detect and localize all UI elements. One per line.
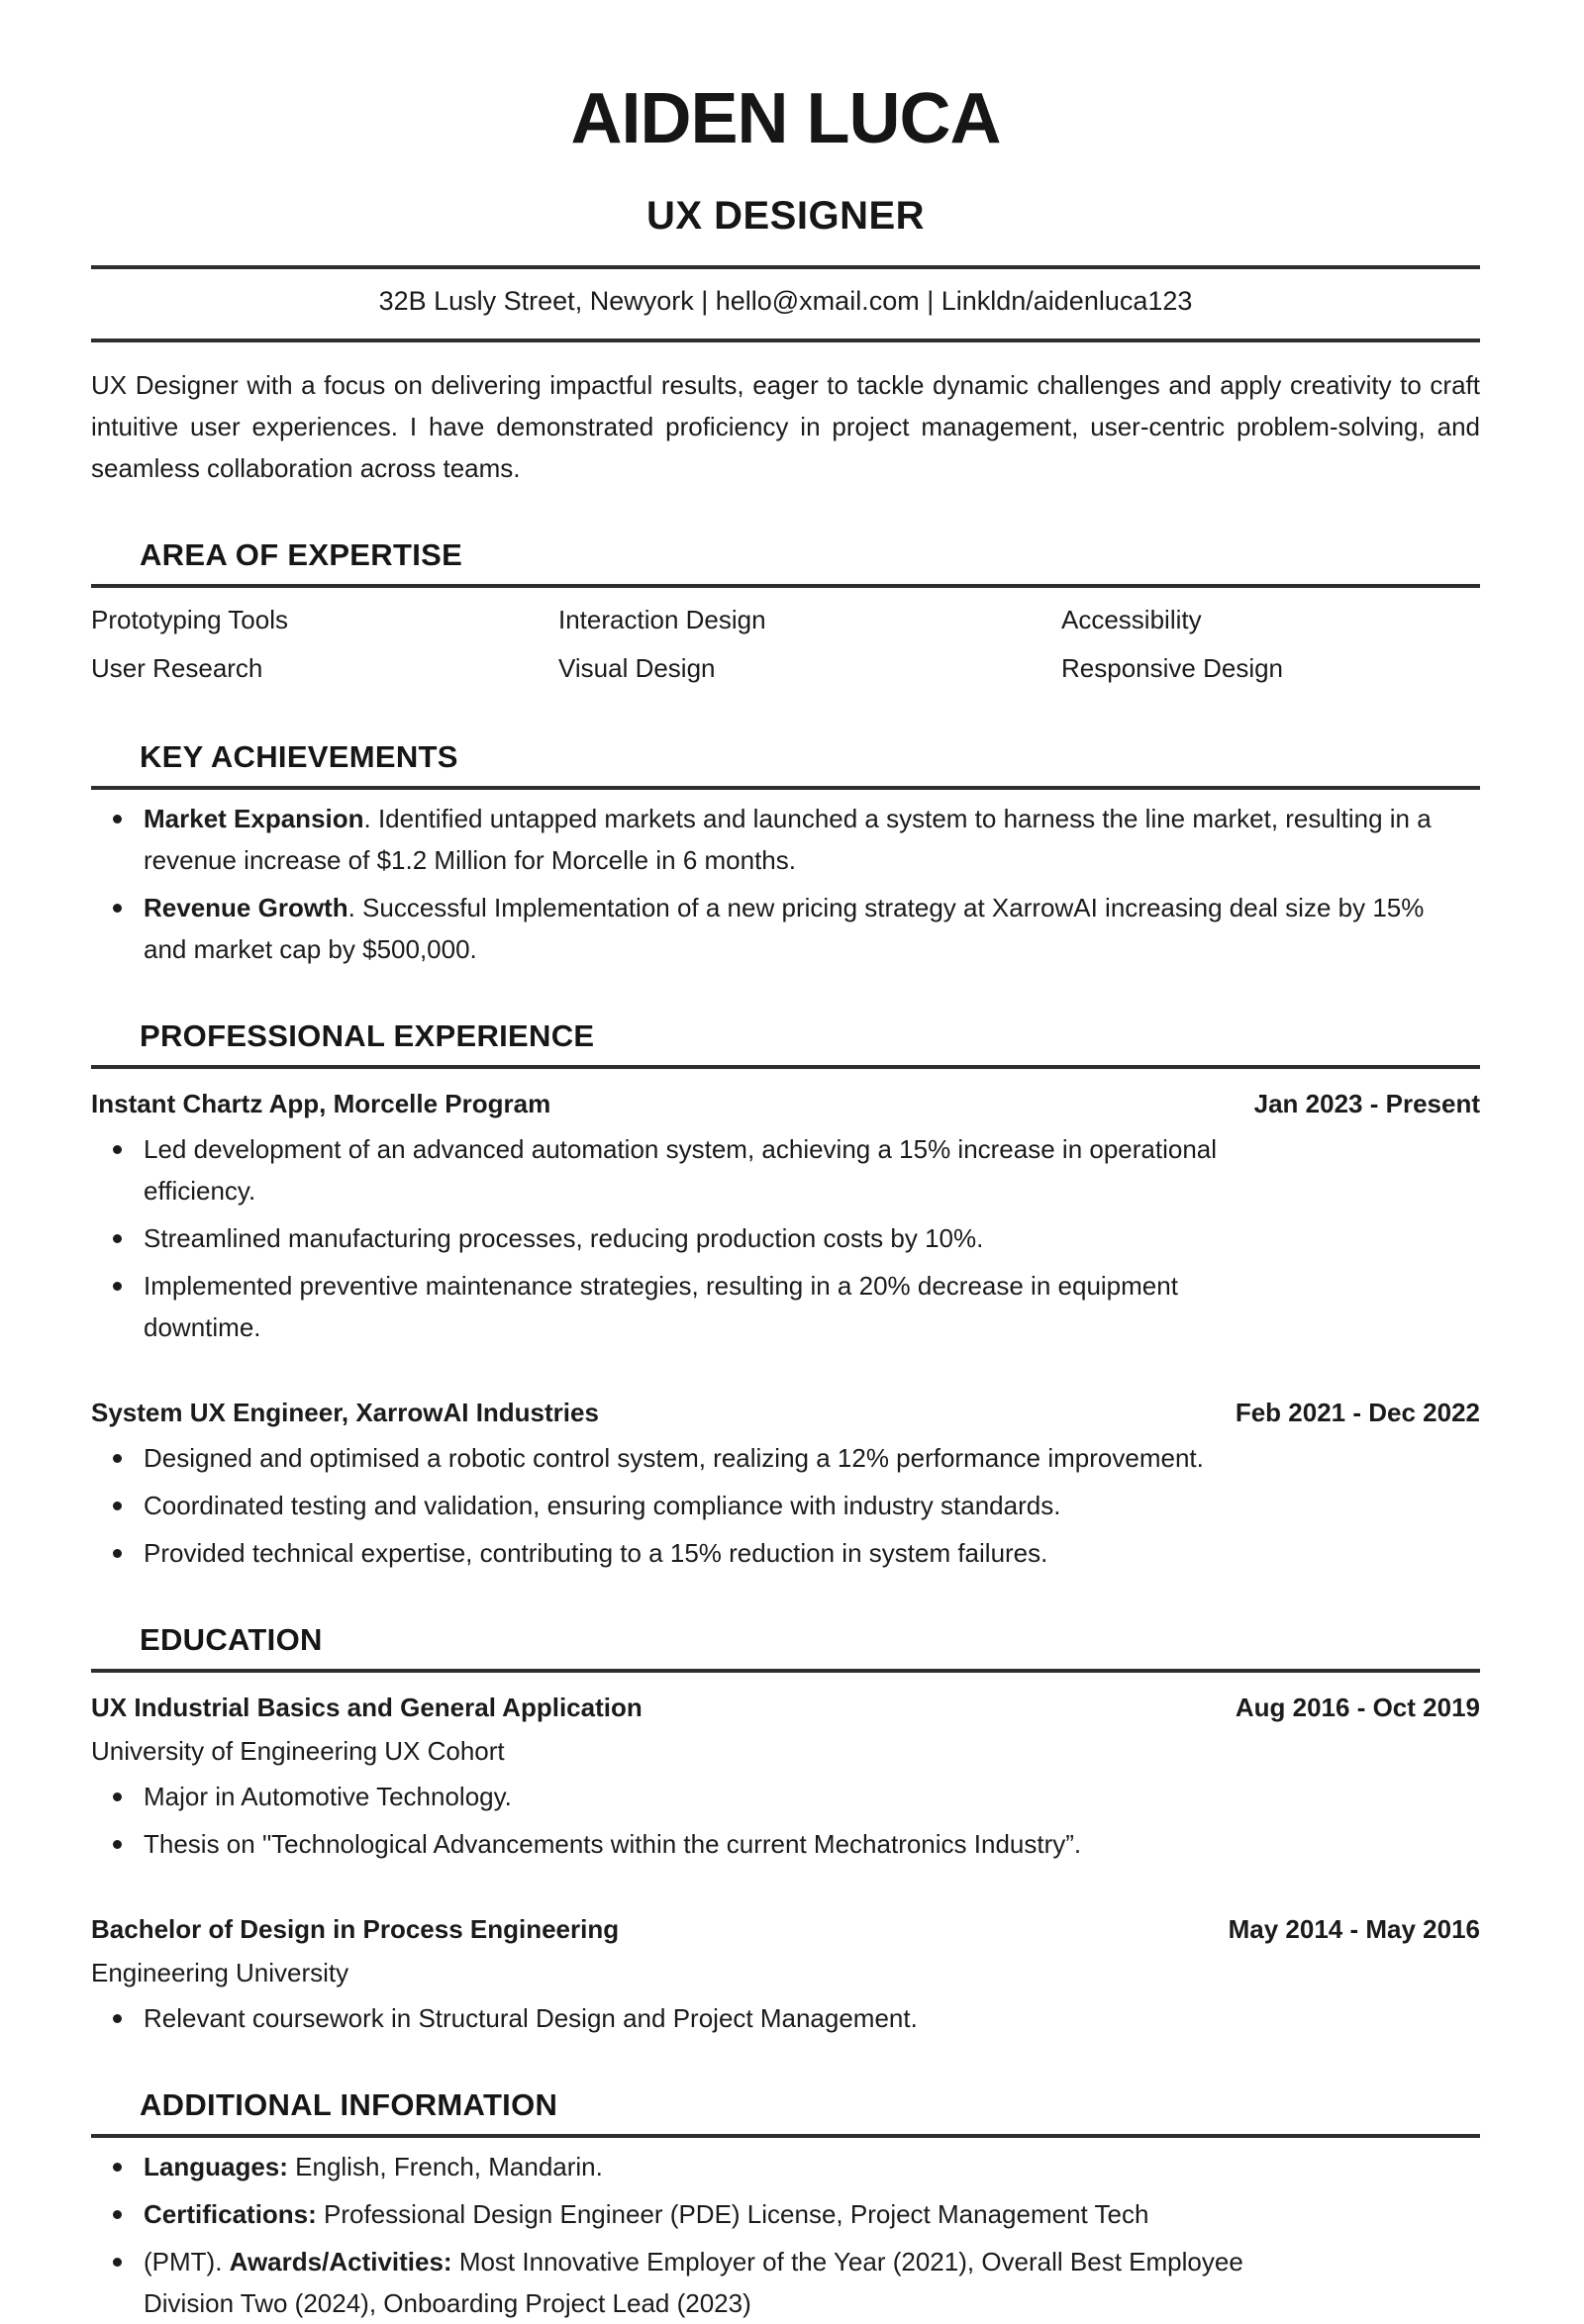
bullet-item	[91, 1997, 1480, 2039]
section-education	[91, 1623, 1480, 2039]
entry-dates: May 2014 - May 2016	[1228, 1914, 1480, 1944]
expertise-item: User Research	[91, 653, 263, 683]
entry-school: University of Engineering UX Cohort	[91, 1736, 505, 1766]
entry	[91, 1687, 1480, 1865]
section-heading-additional: ADDITIONAL INFORMATION	[140, 2087, 558, 2122]
entry-bullet-list	[91, 1997, 1480, 2039]
entry-header	[91, 1392, 1480, 1433]
bullet-text: Coordinated testing and validation, ensuring compliance with industry standards.	[144, 1491, 1061, 1520]
bullet-dot-icon	[113, 1549, 122, 1558]
bullet-text: Provided technical expertise, contributing to a 15% reduction in system failures.	[144, 1538, 1048, 1568]
bullet-dot-icon	[113, 904, 122, 913]
bullet-text: Languages: English, French, Mandarin.	[144, 2152, 603, 2181]
bullet-text: Designed and optimised a robotic control system, realizing a 12% performance improvement.	[144, 1443, 1204, 1473]
bullet-text: Market Expansion. Identified untapped markets and launched a system to harness the line market, resulting in a revenue increase of $1.2 Million for Morcelle in 6 months.	[144, 804, 1432, 875]
section-heading-education: EDUCATION	[140, 1622, 323, 1657]
bullet-item	[91, 2241, 1480, 2324]
bullet-text: (PMT). Awards/Activities: Most Innovative Employer of the Year (2021), Overall Best Employee Division Two (2024), Onboarding Project Lead (2023)	[144, 2247, 1243, 2318]
section-heading-achievements: KEY ACHIEVEMENTS	[140, 739, 458, 774]
section-experience	[91, 1019, 1480, 1574]
bullet-text: Implemented preventive maintenance strategies, resulting in a 20% decrease in equipment downtime.	[144, 1271, 1178, 1342]
bullet-dot-icon	[113, 1145, 122, 1154]
section-heading-experience: PROFESSIONAL EXPERIENCE	[140, 1018, 595, 1053]
divider	[91, 339, 1480, 342]
bullet-dot-icon	[113, 1282, 122, 1291]
expertise-item: Accessibility	[1061, 605, 1202, 634]
entry	[91, 1392, 1480, 1574]
expertise-item: Responsive Design	[1061, 653, 1284, 683]
entry-title: UX Industrial Basics and General Application	[91, 1693, 643, 1722]
expertise-item: Prototyping Tools	[91, 605, 288, 634]
entry-dates: Jan 2023 - Present	[1253, 1089, 1480, 1118]
bullet-item	[91, 2146, 1480, 2187]
entry-school: Engineering University	[91, 1958, 349, 1987]
bullet-text: Relevant coursework in Structural Design and Project Management.	[144, 2003, 918, 2033]
bullet-text: Certifications: Professional Design Engineer (PDE) License, Project Management Tech	[144, 2199, 1149, 2229]
bullet-item	[91, 1485, 1480, 1526]
bullet-text: Thesis on "Technological Advancements within the current Mechatronics Industry”.	[144, 1829, 1082, 1859]
section-achievements	[91, 740, 1480, 970]
additional-list	[91, 2138, 1480, 2324]
entry-dates: Feb 2021 - Dec 2022	[1235, 1398, 1480, 1427]
bullet-text: Led development of an advanced automation system, achieving a 15% increase in operational efficiency.	[144, 1134, 1218, 1206]
section-additional	[91, 2088, 1480, 2324]
bullet-item	[91, 1776, 1480, 1817]
bullet-item	[91, 2193, 1480, 2235]
section-expertise	[91, 538, 1480, 691]
entry-title: Instant Chartz App, Morcelle Program	[91, 1089, 551, 1118]
candidate-name: AIDEN LUCA	[570, 79, 1001, 158]
experience-entries	[91, 1083, 1480, 1574]
bullet-dot-icon	[113, 2163, 122, 2172]
entry-bullet-list	[91, 1128, 1480, 1348]
bullet-item	[91, 887, 1480, 970]
divider	[91, 1669, 1480, 1673]
bullet-item	[91, 1532, 1480, 1574]
bullet-text: Revenue Growth. Successful Implementation of a new pricing strategy at XarrowAI increasing deal size by 15% and market cap by $500,000.	[144, 893, 1425, 964]
expertise-item: Visual Design	[558, 653, 716, 683]
bullet-dot-icon	[113, 1454, 122, 1463]
contact-line: 32B Lusly Street, Newyork | hello@xmail.com | Linkldn/aidenluca123	[378, 286, 1193, 316]
entry-bullet-list	[91, 1776, 1480, 1865]
bullet-dot-icon	[113, 1792, 122, 1801]
bullet-dot-icon	[113, 2014, 122, 2023]
bullet-text: Major in Automotive Technology.	[144, 1782, 512, 1811]
bullet-item	[91, 1437, 1480, 1479]
entry-header	[91, 1687, 1480, 1728]
candidate-job-title: UX DESIGNER	[645, 194, 926, 238]
expertise-item: Interaction Design	[558, 605, 766, 634]
section-heading-expertise: AREA OF EXPERTISE	[140, 537, 463, 572]
entry-header	[91, 1908, 1480, 1950]
bullet-dot-icon	[113, 1840, 122, 1849]
bullet-text: Streamlined manufacturing processes, reducing production costs by 10%.	[144, 1223, 984, 1253]
entry-dates: Aug 2016 - Oct 2019	[1235, 1693, 1480, 1722]
bullet-dot-icon	[113, 2210, 122, 2219]
achievements-list	[91, 790, 1480, 970]
bullet-dot-icon	[113, 815, 122, 823]
bullet-dot-icon	[113, 2258, 122, 2267]
entry-title: System UX Engineer, XarrowAI Industries	[91, 1398, 599, 1427]
expertise-grid	[91, 588, 1480, 691]
entry-bullet-list	[91, 1437, 1480, 1574]
bullet-dot-icon	[113, 1234, 122, 1243]
education-entries	[91, 1687, 1480, 2039]
entry-title: Bachelor of Design in Process Engineering	[91, 1914, 620, 1944]
summary-paragraph: UX Designer with a focus on delivering impactful results, eager to tackle dynamic challenges and apply creativity to craft intuitive user experiences. I have demonstrated proficiency in project management, user-centric problem-solving, and seamless collaboration across teams.	[91, 370, 1480, 483]
entry-header	[91, 1083, 1480, 1124]
entry	[91, 1083, 1480, 1348]
bullet-item	[91, 1823, 1480, 1865]
entry	[91, 1908, 1480, 2039]
divider	[91, 1065, 1480, 1069]
bullet-item	[91, 1128, 1480, 1211]
bullet-item	[91, 798, 1480, 881]
bullet-item	[91, 1265, 1480, 1348]
bullet-item	[91, 1217, 1480, 1259]
bullet-dot-icon	[113, 1501, 122, 1510]
